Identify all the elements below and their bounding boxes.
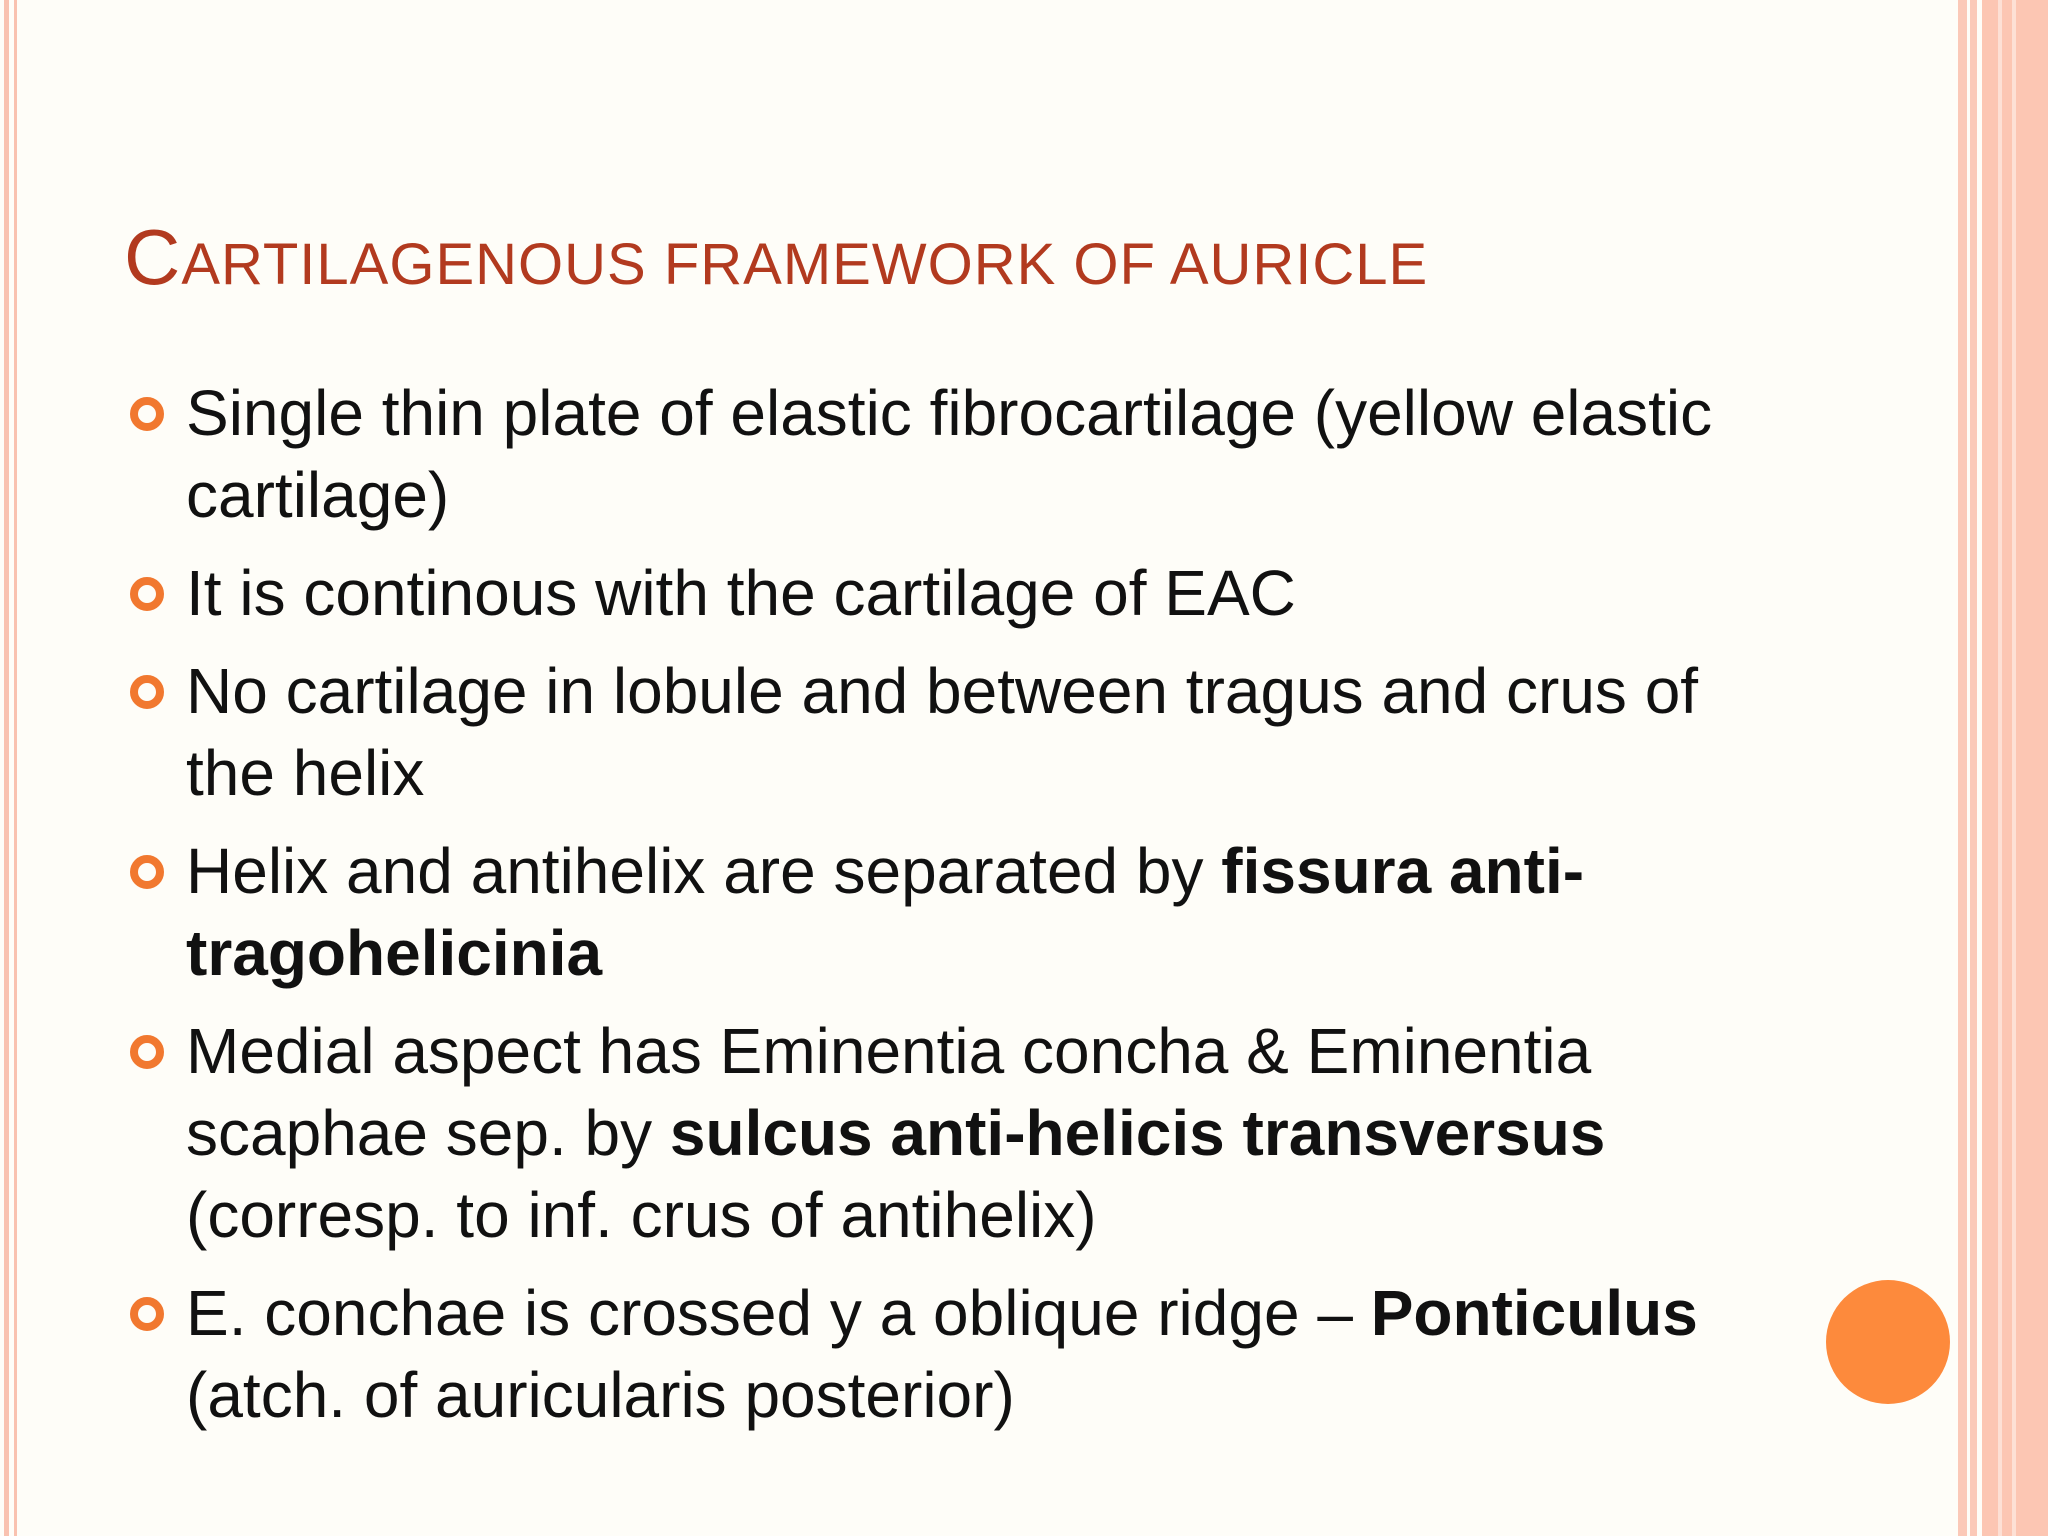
bullet-text: Helix and antihelix are separated by <box>186 835 1222 907</box>
ring-bullet-icon <box>130 577 164 611</box>
right-border-stripe <box>2012 0 2016 1536</box>
right-border-stripe <box>1958 0 1967 1536</box>
ring-bullet-icon <box>130 1035 164 1069</box>
bullet-item <box>130 552 1770 634</box>
title-first-letter: C <box>124 213 182 301</box>
bullet-text: (corresp. to inf. crus of antihelix) <box>186 1179 1097 1251</box>
right-border-stripe <box>1998 0 2002 1536</box>
circle-icon <box>1826 1280 1950 1404</box>
bullet-text: Single thin plate of elastic fibrocartilage (yellow elastic cartilage) <box>186 377 1713 531</box>
slide-title <box>124 213 1429 301</box>
bullet-item <box>130 1010 1770 1256</box>
bullet-list <box>130 372 1770 1452</box>
bullet-text: (atch. of auricularis posterior) <box>186 1359 1015 1431</box>
bullet-item <box>130 1272 1770 1436</box>
left-border-line <box>4 0 9 1536</box>
ring-bullet-icon <box>130 675 164 709</box>
bullet-text: It is continous with the cartilage of EAC <box>186 557 1296 629</box>
bullet-text: No cartilage in lobule and between tragus and crus of the helix <box>186 655 1699 809</box>
bullet-item <box>130 372 1770 536</box>
bullet-text: Medial aspect has Eminentia concha & Eminentia scaphae sep. by <box>186 1015 1592 1169</box>
left-border-line <box>14 0 17 1536</box>
right-border-stripe <box>1970 0 1977 1536</box>
ring-bullet-icon <box>130 855 164 889</box>
bullet-bold-term: sulcus anti-helicis transversus <box>669 1097 1606 1169</box>
bullet-bold-term: Ponticulus <box>1370 1277 1698 1349</box>
bullet-text: E. conchae is crossed y a oblique ridge – <box>186 1277 1371 1349</box>
title-rest: ARTILAGENOUS FRAMEWORK OF AURICLE <box>181 232 1429 297</box>
ring-bullet-icon <box>130 397 164 431</box>
bullet-item <box>130 830 1770 994</box>
bullet-item <box>130 650 1770 814</box>
ring-bullet-icon <box>130 1297 164 1331</box>
bullet-bold-term: fissura anti-tragohelicinia <box>186 835 1585 989</box>
